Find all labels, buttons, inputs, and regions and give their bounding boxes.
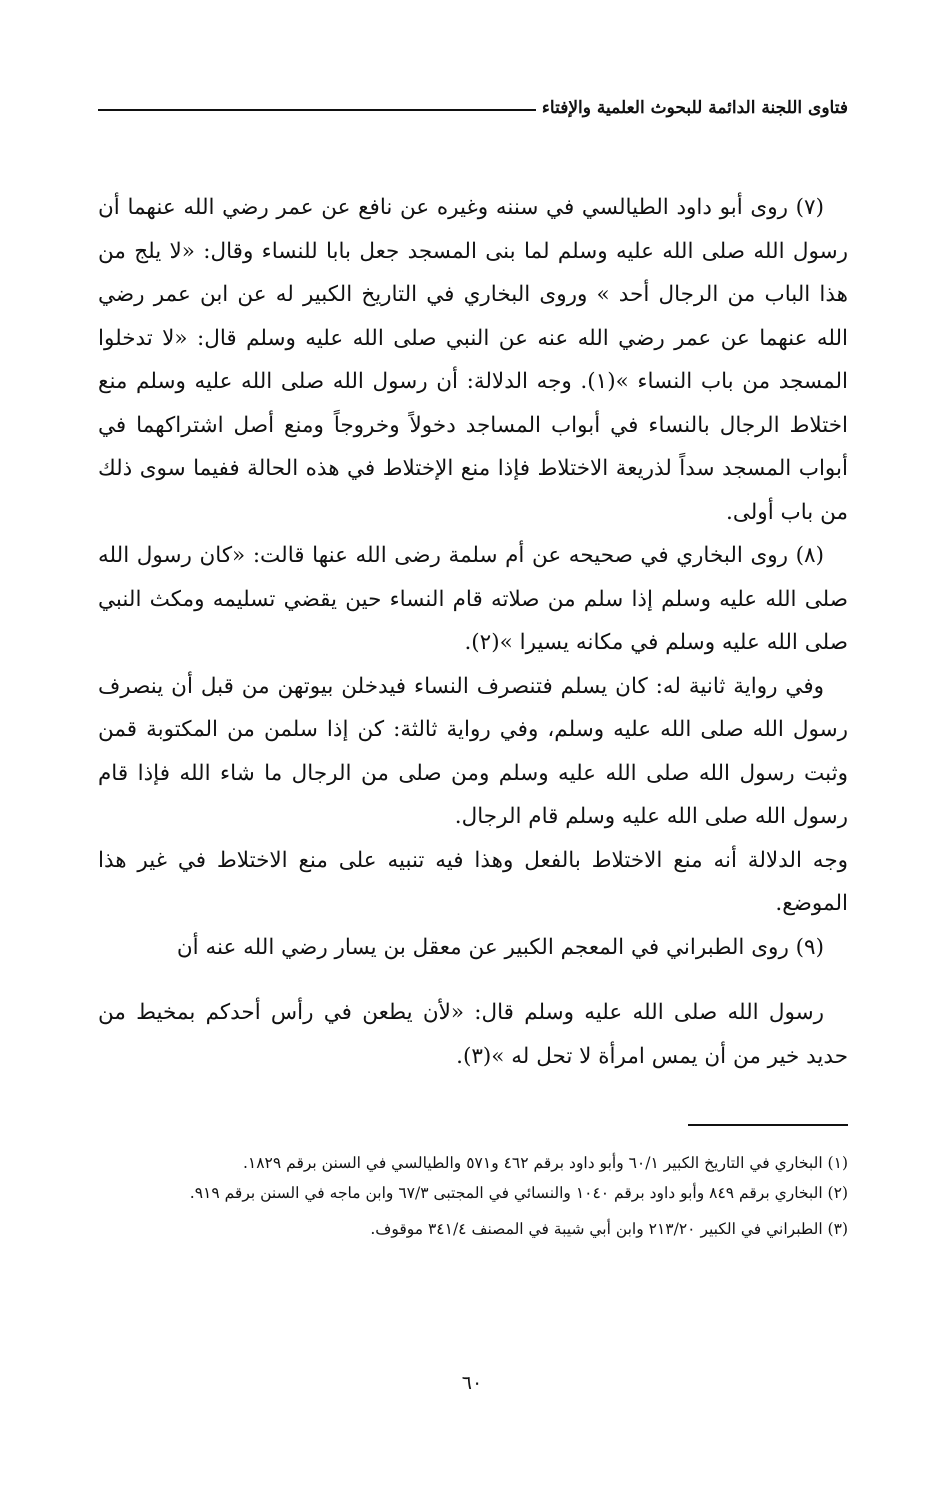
paragraph-9: (٩) روى الطبراني في المعجم الكبير عن معقل بن يسار رضي الله عنه أن (176, 934, 824, 960)
paragraph-8-evidence: وجه الدلالة أنه منع الاختلاط بالفعل وهذا فيه تنبيه على منع الاختلاط في غير هذا الموضع. (98, 847, 848, 916)
paragraph-7: (٧) روى أبو داود الطيالسي في سننه وغيره عن نافع عن عمر رضي الله عنهما أن رسول الله صلى الله عليه وسلم لما بنى المسجد جعل بابا للنساء وقال: «لا يلج من هذا الباب من الرجال أحد » وروى البخاري في التاريخ الكبير له عن ابن عمر رضي الله عنهما عن عمر رضي الله عنه عن النبي صلى الله عليه وسلم قال: «لا تدخلوا المسجد من باب النساء »(١). وجه الدلالة: أن رسول الله صلى الله عليه وسلم منع اختلاط الرجال بالنساء في أبواب المساجد دخولاً وخروجاً ومنع أصل اشتراكهما في أبواب المسجد سداً لذريعة الاختلاط فإذا منع الإختلاط في هذه الحالة ففيما سوى ذلك من باب أولى. (98, 195, 848, 525)
body-text (98, 186, 848, 1078)
running-header-title: فتاوى اللجنة الدائمة للبحوث العلمية والإفتاء (541, 98, 848, 118)
running-header (98, 92, 848, 132)
footnote-separator (688, 1124, 848, 1126)
paragraph-8-second-narration: وفي رواية ثانية له: كان يسلم فتنصرف النساء فيدخلن بيوتهن من قبل أن ينصرف رسول الله صلى الله عليه وسلم، وفي رواية ثالثة: كن إذا سلمن من المكتوبة قمن وثبت رسول الله صلى الله عليه وسلم ومن صلى من الرجال ما شاء الله فإذا قام رسول الله صلى الله عليه وسلم قام الرجال. (98, 673, 848, 829)
header-rule (98, 109, 536, 111)
paragraph-8: (٨) روى البخاري في صحيحه عن أم سلمة رضى الله عنها قالت: «كان رسول الله صلى الله عليه وسلم إذا سلم من صلاته قام النساء حين يقضي تسليمه ومكث النبي صلى الله عليه وسلم في مكانه يسيرا »(٢). (98, 543, 848, 655)
footnotes (98, 1148, 848, 1244)
paragraph-9-continuation: رسول الله صلى الله عليه وسلم قال: «لأن يطعن في رأس أحدكم بمخيط من حديد خير من أن يمس امرأة لا تحل له »(٣). (98, 1000, 848, 1069)
footnote-1: (١) البخاري في التاريخ الكبير ٦٠/١ وأبو داود برقم ٤٦٢ و٥٧١ والطيالسي في السنن برقم ١٨٢٩. (242, 1154, 848, 1172)
footnote-2: (٢) البخاري برقم ٨٤٩ وأبو داود برقم ١٠٤٠ والنسائي في المجتبى ٦٧/٣ وابن ماجه في السنن برقم ٩١٩. (189, 1184, 848, 1202)
page-number: ٦٠ (461, 1372, 483, 1394)
footnote-3: (٣) الطبراني في الكبير ٢١٣/٢٠ وابن أبي شيبة في المصنف ٣٤١/٤ موقوف. (370, 1220, 848, 1238)
